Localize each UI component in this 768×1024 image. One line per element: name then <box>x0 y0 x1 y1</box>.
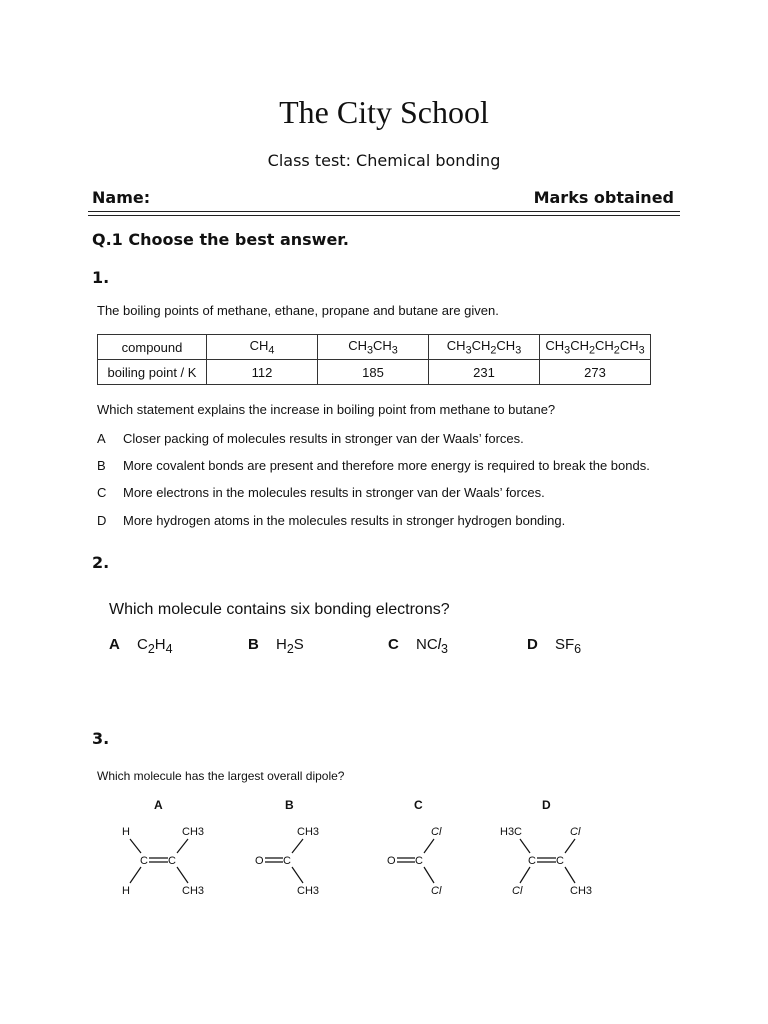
table-header-cell: compound <box>98 335 207 360</box>
section-instruction: Q.1 Choose the best answer. <box>92 230 349 249</box>
bond <box>130 839 141 853</box>
option-letter: A <box>97 431 106 446</box>
atom-label: H <box>122 826 130 838</box>
option-c[interactable] <box>388 636 448 656</box>
bp-cell: 112 <box>207 360 318 385</box>
question-1-number: 1. <box>92 268 110 287</box>
atom-label: H3C <box>500 826 523 838</box>
bp-cell: 273 <box>540 360 651 385</box>
option-b[interactable] <box>248 636 304 656</box>
question-2-text: Which molecule contains six bonding electrons? <box>109 601 450 618</box>
bond <box>130 867 141 883</box>
atom-label: C <box>168 855 176 867</box>
bp-cell: 231 <box>429 360 540 385</box>
name-label: Name: <box>92 188 151 207</box>
atom-label: C <box>415 855 423 867</box>
option-text: More hydrogen atoms in the molecules results in stronger hydrogen bonding. <box>123 513 566 528</box>
header-rule <box>88 211 680 212</box>
bond <box>520 867 530 883</box>
option-formula: NCl$_3$ <box>416 636 448 656</box>
atom-label: C <box>556 855 564 867</box>
option-letter: C <box>388 636 399 653</box>
option-letter: D <box>97 513 107 528</box>
boiling-point-table <box>97 334 651 385</box>
option-a[interactable] <box>97 431 524 446</box>
atom-label: CH3 <box>570 885 593 897</box>
option-text: More covalent bonds are present and therefore more energy is required to break the bonds. <box>123 458 650 473</box>
atom-label: O <box>255 855 264 867</box>
option-d[interactable] <box>527 636 581 656</box>
school-title: The City School <box>279 94 489 130</box>
molecule-structures <box>100 815 620 905</box>
option-formula: $H_2S$ <box>276 636 304 656</box>
option-b[interactable] <box>97 458 650 473</box>
option-a[interactable] <box>109 636 173 656</box>
atom-label: C <box>283 855 291 867</box>
table-header-cell: boiling point / K <box>98 360 207 385</box>
atom-label: Cl <box>431 885 442 897</box>
atom-label: Cl <box>570 826 581 838</box>
option-letter: C <box>97 485 107 500</box>
option-c[interactable] <box>97 485 545 500</box>
bond <box>292 867 303 883</box>
molecule-label-d: D <box>542 798 551 812</box>
molecule-a <box>122 826 204 897</box>
molecule-label-c: C <box>414 798 423 812</box>
option-letter: D <box>527 636 538 653</box>
molecule-label-b: B <box>285 798 294 812</box>
option-text: Closer packing of molecules results in stronger van der Waals’ forces. <box>123 431 524 446</box>
formula-cell: $CH_3CH_2CH_2CH_3$ <box>540 335 651 360</box>
molecule-d <box>500 826 592 897</box>
bond <box>520 839 530 853</box>
atom-label: Cl <box>512 885 523 897</box>
bond <box>424 839 434 853</box>
atom-label: H <box>122 885 130 897</box>
bp-cell: 185 <box>318 360 429 385</box>
test-title: Class test: Chemical bonding <box>267 151 501 170</box>
formula-cell: $CH_3CH_2CH_3$ <box>429 335 540 360</box>
atom-label: CH3 <box>182 826 205 838</box>
table-row <box>98 360 651 385</box>
question-1-intro: The boiling points of methane, ethane, propane and butane are given. <box>97 303 499 318</box>
atom-label: CH3 <box>182 885 205 897</box>
bond <box>292 839 303 853</box>
marks-label: Marks obtained <box>533 188 674 207</box>
header-rule-double <box>88 215 680 216</box>
option-formula: $SF_6$ <box>555 636 582 656</box>
formula-cell: $CH_3CH_3$ <box>318 335 429 360</box>
option-letter: B <box>248 636 259 653</box>
bond <box>177 839 188 853</box>
atom-label: CH3 <box>297 885 320 897</box>
bond <box>424 867 434 883</box>
formula-cell: $CH_4$ <box>207 335 318 360</box>
option-d[interactable] <box>97 513 565 528</box>
atom-label: C <box>140 855 148 867</box>
atom-label: C <box>528 855 536 867</box>
molecule-c <box>387 826 442 897</box>
question-2-number: 2. <box>92 553 110 572</box>
option-text: More electrons in the molecules results in stronger van der Waals’ forces. <box>123 485 545 500</box>
option-letter: A <box>109 636 120 653</box>
atom-label: Cl <box>431 826 442 838</box>
question-3-text: Which molecule has the largest overall dipole? <box>97 769 345 783</box>
atom-label: O <box>387 855 396 867</box>
bond <box>565 839 575 853</box>
table-row <box>98 335 651 360</box>
molecule-label-a: A <box>154 798 163 812</box>
option-letter: B <box>97 458 106 473</box>
bond <box>177 867 188 883</box>
molecule-b <box>255 826 319 897</box>
question-1-text: Which statement explains the increase in boiling point from methane to butane? <box>97 402 556 417</box>
question-3-number: 3. <box>92 729 110 748</box>
bond <box>565 867 575 883</box>
atom-label: CH3 <box>297 826 320 838</box>
option-formula: $C_2H_4$ <box>137 636 173 656</box>
